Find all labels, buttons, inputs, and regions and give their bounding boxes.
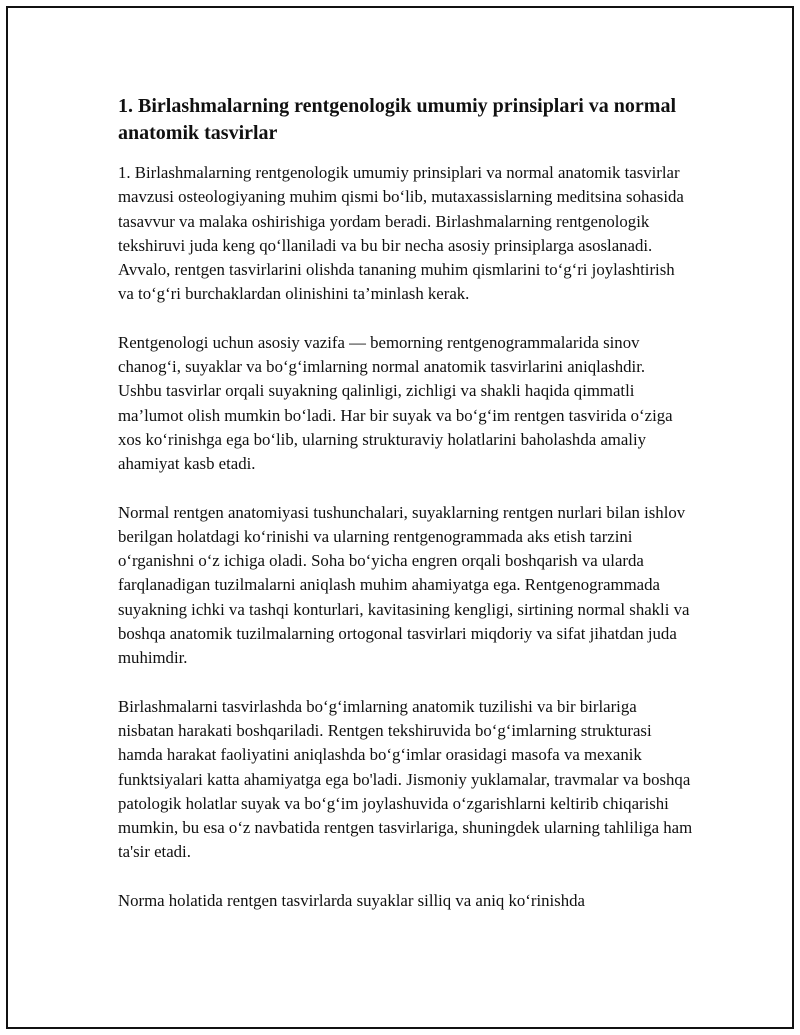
paragraph-4: Birlashmalarni tasvirlashda bo‘g‘imlarning anatomik tuzilishi va bir birlariga nisbatan harakati boshqariladi. Rentgen tekshiruvida bo‘g‘imlarning strukturasi hamda harakat faoliyatini aniqlashda bo‘g‘imlar orasidagi masofa va mexanik funktsiyalari katta ahamiyatga ega bo'ladi. Jismoniy yuklamalar, travmalar va boshqa patologik holatlar suyak va bo‘g‘im joylashuvida o‘zgarishlarni keltirib chiqarishi mumkin, bu esa o‘z navbatida rentgen tasvirlariga, shuningdek ularning tahliliga ham ta'sir etadi.	[118, 696, 693, 862]
document-body	[118, 93, 693, 937]
paragraph-2: Rentgenologi uchun asosiy vazifa — bemorning rentgenogrammalarida sinov chanog‘i, suyaklar va bo‘g‘imlarning normal anatomik tasvirlarini aniqlashdir. Ushbu tasvirlar orqali suyakning qalinligi, zichligi va shakli haqida qimmatli ma’lumot olish mumkin bo‘ladi. Har bir suyak va bo‘g‘im rentgen tasvirida o‘ziga xos ko‘rinishga ega bo‘lib, ularning strukturaviy holatlarini baholashda amaliy ahamiyat kasb etadi.	[118, 332, 673, 474]
paragraph-5: Norma holatida rentgen tasvirlarda suyaklar silliq va aniq ko‘rinishda	[118, 890, 585, 910]
document-title: 1. Birlashmalarning rentgenologik umumiy prinsiplari va normal anatomik tasvirlar	[118, 95, 677, 144]
paragraph-1: 1. Birlashmalarning rentgenologik umumiy prinsiplari va normal anatomik tasvirlar mavzusi osteologiyaning muhim qismi bo‘lib, mutaxassislarning meditsina sohasida tasavvur va malaka oshirishiga yordam beradi. Birlashmalarning rentgenologik tekshiruvi juda keng qo‘llaniladi va bu bir necha asosiy prinsiplarga asoslanadi. Avvalo, rentgen tasvirlarini olishda tananing muhim qismlarini to‘g‘ri joylashtirish va to‘g‘ri burchaklardan olinishini ta’minlash kerak.	[118, 163, 684, 304]
paragraph-3: Normal rentgen anatomiyasi tushunchalari, suyaklarning rentgen nurlari bilan ishlov berilgan holatdagi ko‘rinishi va ularning rentgenogrammada aks etish tarzini o‘rganishni o‘z ichiga oladi. Soha bo‘yicha engren orqali boshqarish va ularda farqlanadigan tuzilmalarni aniqlash muhim ahamiyatga ega. Rentgenogrammada suyakning ichki va tashqi konturlari, kavitasining kengligi, sirtining normal shakli va boshqa anatomik tuzilmalarning ortogonal tasvirlari miqdoriy va sifat jihatdan juda muhimdir.	[118, 502, 690, 668]
